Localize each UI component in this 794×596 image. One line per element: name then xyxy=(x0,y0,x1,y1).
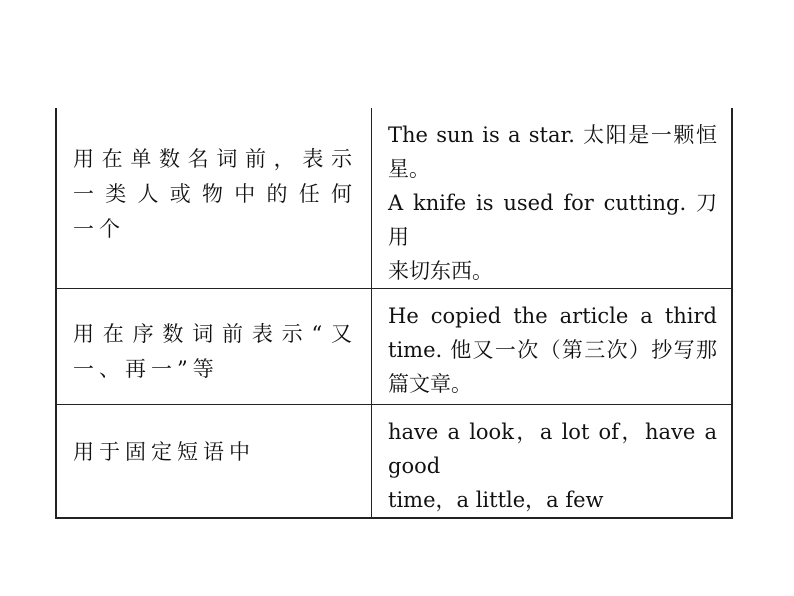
example-text-line: 来切东西。 xyxy=(388,259,493,283)
example-text-line: 星。 xyxy=(388,157,430,181)
example-cell xyxy=(372,289,733,405)
example-cell xyxy=(372,108,733,289)
usage-text-line: 用在序数词前表示“又 xyxy=(73,322,357,346)
example-text-line: time，a little，a few xyxy=(388,488,604,512)
example-text-line: The sun is a star. 太阳是一颗恒 xyxy=(388,123,717,147)
usage-cell xyxy=(56,405,372,519)
example-text-line: He copied the article a third xyxy=(388,304,717,328)
usage-cell xyxy=(56,289,372,405)
table-row xyxy=(56,405,732,519)
usage-text-line: 一、再一”等 xyxy=(73,357,219,381)
table-row xyxy=(56,289,732,405)
usage-text-line: 用在单数名词前，表示 xyxy=(73,147,357,171)
table-row xyxy=(56,108,732,289)
example-cell xyxy=(372,405,733,519)
usage-cell xyxy=(56,108,372,289)
usage-text-line: 一类人或物中的任何 xyxy=(73,182,357,206)
usage-table xyxy=(55,108,733,519)
usage-text-line: 一个 xyxy=(73,217,125,241)
example-text-line: A knife is used for cutting. 刀用 xyxy=(388,191,717,249)
example-text-line: 篇文章。 xyxy=(388,372,472,396)
example-text-line: time. 他又一次（第三次）抄写那 xyxy=(388,338,717,362)
usage-text-line: 用于固定短语中 xyxy=(73,440,255,464)
example-text-line: have a look，a lot of，have a good xyxy=(388,420,717,478)
